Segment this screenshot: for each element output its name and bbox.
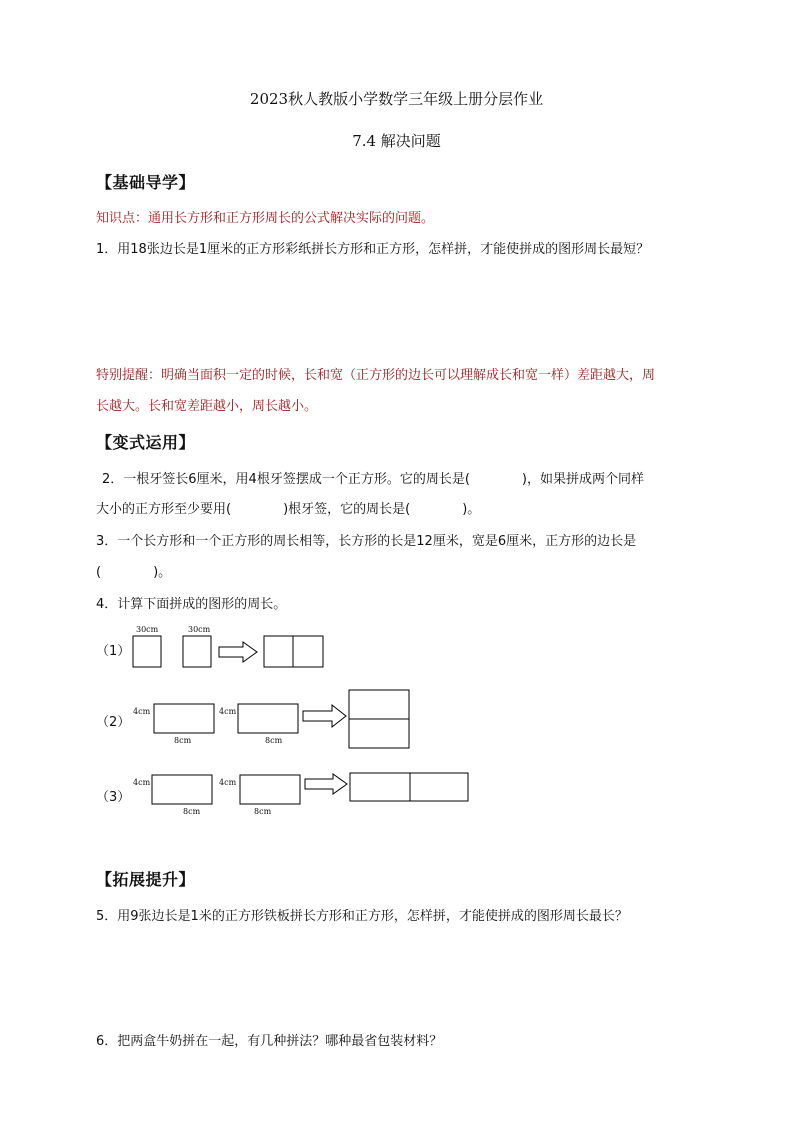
fig3-arrow-icon — [305, 774, 347, 794]
question-2-line-1: 2．一根牙签长6厘米，用4根牙签摆成一个正方形。它的周长是( )，如果拼成两个同样 — [102, 472, 644, 487]
section-extend-heading: 【拓展提升】 — [96, 870, 196, 889]
fig3-width-a-label: 4cm — [133, 778, 151, 787]
fig2-width-b-label: 4cm — [219, 707, 237, 716]
knowledge-point: 知识点：通用长方形和正方形周长的公式解决实际的问题。 — [96, 211, 435, 226]
fig3-combined — [350, 773, 468, 801]
fig1-square-b — [183, 636, 211, 667]
question-5: 5．用9张边长是1米的正方形铁板拼长方形和正方形，怎样拼，才能使拼成的图形周长最长？ — [96, 909, 628, 924]
figure-1-label: （1） — [96, 644, 131, 659]
question-1: 1．用18张边长是1厘米的正方形彩纸拼长方形和正方形，怎样拼，才能使拼成的图形周长最短？ — [96, 242, 650, 257]
tip-line-1: 特别提醒：明确当面积一定的时候，长和宽（正方形的边长可以理解成长和宽一样）差距越大，周 — [96, 368, 656, 383]
fig3-rect-b — [240, 775, 300, 804]
fig2-rect-b — [238, 704, 298, 733]
fig1-square-a — [133, 636, 161, 667]
fig2-rect-a — [154, 704, 214, 733]
fig2-width-a-label: 4cm — [133, 707, 151, 716]
question-3-line-1: 3．一个长方形和一个正方形的周长相等，长方形的长是12厘米，宽是6厘米，正方形的边长是 — [96, 534, 637, 549]
fig3-rect-a — [152, 775, 212, 804]
lesson-subtitle: 7.4 解决问题 — [352, 132, 441, 150]
fig1-side-b-label: 30cm — [188, 625, 211, 634]
fig2-length-b-label: 8cm — [265, 736, 283, 745]
question-4: 4．计算下面拼成的图形的周长。 — [96, 597, 287, 612]
question-3-line-2: ( )。 — [96, 565, 172, 580]
section-basic-heading: 【基础导学】 — [96, 173, 196, 192]
figure-2-label: （2） — [96, 715, 131, 730]
fig1-arrow-icon — [219, 642, 257, 662]
fig2-length-a-label: 8cm — [174, 736, 192, 745]
page-title: 2023秋人教版小学数学三年级上册分层作业 — [249, 90, 544, 108]
question-6: 6．把两盒牛奶拼在一起，有几种拼法？哪种最省包装材料？ — [96, 1034, 443, 1049]
question-2-line-2: 大小的正方形至少要用( )根牙签，它的周长是( )。 — [96, 502, 481, 517]
fig3-length-a-label: 8cm — [183, 807, 201, 816]
fig3-width-b-label: 4cm — [219, 778, 237, 787]
section-variant-heading: 【变式运用】 — [96, 433, 196, 452]
fig1-side-a-label: 30cm — [136, 625, 159, 634]
figure-3-label: （3） — [96, 790, 131, 805]
fig2-arrow-icon — [303, 705, 346, 727]
fig3-length-b-label: 8cm — [254, 807, 272, 816]
tip-line-2: 长越大。长和宽差距越小，周长越小。 — [96, 399, 318, 414]
